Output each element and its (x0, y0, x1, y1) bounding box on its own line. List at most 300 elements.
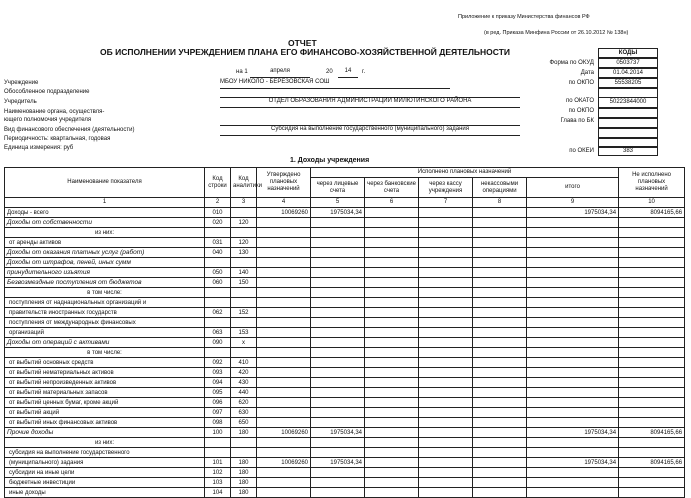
cell-bank (365, 388, 419, 398)
cell-name: Доходы от собственности (5, 218, 205, 228)
table-row (5, 468, 685, 478)
date-year: 14 (338, 68, 358, 78)
cell-cash (419, 298, 473, 308)
cell-approved (257, 348, 311, 358)
cell-bank (365, 398, 419, 408)
cell-cash (419, 278, 473, 288)
cell-name: от выбытий иных финансовых активов (5, 418, 205, 428)
cell-kosgu: х (231, 338, 257, 348)
cell-kosgu: 430 (231, 378, 257, 388)
cell-total: 1975034,34 (527, 428, 619, 438)
cell-total (527, 478, 619, 488)
cell-notexec (619, 328, 685, 338)
cell-total (527, 408, 619, 418)
cell-name: от аренды активов (5, 238, 205, 248)
cell-bank (365, 338, 419, 348)
cell-lic (311, 408, 365, 418)
cell-cash (419, 398, 473, 408)
cell-name: субсидии на иные цели (5, 468, 205, 478)
cell-kosgu: 630 (231, 408, 257, 418)
cell-name: от выбытий основных средств (5, 358, 205, 368)
code-value-glava (598, 118, 658, 128)
code-label-glava: Глава по БК (560, 118, 594, 124)
cell-total: 1975034,34 (527, 458, 619, 468)
header-exec-total: итого (527, 178, 619, 198)
cell-bank (365, 258, 419, 268)
cell-kosgu (231, 288, 257, 298)
cell-code (205, 448, 231, 458)
column-number: 7 (419, 198, 473, 208)
cell-lic (311, 358, 365, 368)
cell-total (527, 448, 619, 458)
cell-approved (257, 388, 311, 398)
cell-code: 090 (205, 338, 231, 348)
cell-name: поступления от наднациональных организаций и (5, 298, 205, 308)
field-label-authority-2: ющего полномочия учредителя (4, 117, 92, 123)
cell-noncash (473, 448, 527, 458)
code-label-okei: по ОКЕИ (569, 148, 594, 154)
date-prefix: на 1 (236, 69, 248, 75)
cell-bank (365, 208, 419, 218)
table-row (5, 418, 685, 428)
cell-approved (257, 488, 311, 498)
cell-kosgu: 180 (231, 468, 257, 478)
cell-kosgu (231, 348, 257, 358)
column-number: 8 (473, 198, 527, 208)
cell-lic (311, 488, 365, 498)
cell-cash (419, 378, 473, 388)
cell-kosgu (231, 298, 257, 308)
table-row (5, 238, 685, 248)
cell-noncash (473, 408, 527, 418)
cell-bank (365, 228, 419, 238)
cell-approved (257, 298, 311, 308)
cell-noncash (473, 238, 527, 248)
cell-approved (257, 228, 311, 238)
cell-total (527, 258, 619, 268)
cell-notexec: 8094165,66 (619, 428, 685, 438)
cell-approved (257, 308, 311, 318)
table-row (5, 348, 685, 358)
cell-total (527, 328, 619, 338)
header-executed: Исполнено плановых назначений (311, 168, 619, 178)
column-number: 10 (619, 198, 685, 208)
cell-kosgu: 140 (231, 268, 257, 278)
cell-code: 092 (205, 358, 231, 368)
header-exec-bank: через банковские счета (365, 178, 419, 198)
cell-noncash (473, 468, 527, 478)
table-row (5, 338, 685, 348)
cell-code: 097 (205, 408, 231, 418)
cell-total (527, 278, 619, 288)
table-row (5, 298, 685, 308)
cell-noncash (473, 328, 527, 338)
cell-name: из них: (5, 438, 205, 448)
cell-notexec (619, 468, 685, 478)
cell-noncash (473, 298, 527, 308)
cell-code: 062 (205, 308, 231, 318)
cell-total (527, 268, 619, 278)
cell-bank (365, 458, 419, 468)
cell-cash (419, 458, 473, 468)
cell-noncash (473, 278, 527, 288)
cell-notexec (619, 318, 685, 328)
cell-noncash (473, 398, 527, 408)
cell-lic (311, 318, 365, 328)
cell-bank (365, 408, 419, 418)
cell-name: из них: (5, 228, 205, 238)
cell-cash (419, 208, 473, 218)
cell-cash (419, 408, 473, 418)
field-label-subdivision: Обособленное подразделение (4, 89, 90, 95)
code-value-okpo-2 (598, 108, 658, 118)
cell-bank (365, 218, 419, 228)
cell-kosgu: 620 (231, 398, 257, 408)
cell-kosgu: 650 (231, 418, 257, 428)
cell-cash (419, 318, 473, 328)
cell-kosgu: 410 (231, 358, 257, 368)
cell-noncash (473, 228, 527, 238)
cell-approved (257, 278, 311, 288)
cell-approved (257, 438, 311, 448)
cell-bank (365, 358, 419, 368)
cell-cash (419, 228, 473, 238)
header-kosgu: Код аналитики (231, 168, 257, 198)
cell-cash (419, 478, 473, 488)
cell-notexec (619, 338, 685, 348)
cell-lic (311, 418, 365, 428)
table-row (5, 218, 685, 228)
cell-kosgu: 120 (231, 238, 257, 248)
cell-code: 060 (205, 278, 231, 288)
cell-cash (419, 328, 473, 338)
field-label-institution: Учреждение (4, 80, 39, 86)
table-row (5, 278, 685, 288)
cell-approved: 10069260 (257, 428, 311, 438)
report-subtitle: ОБ ИСПОЛНЕНИИ УЧРЕЖДЕНИЕМ ПЛАНА ЕГО ФИНАНСОВО-ХОЗЯЙСТВЕННОЙ ДЕЯТЕЛЬНОСТИ (100, 47, 511, 57)
cell-bank (365, 248, 419, 258)
cell-code: 040 (205, 248, 231, 258)
cell-noncash (473, 268, 527, 278)
codes-header: КОДЫ (598, 48, 658, 58)
cell-notexec (619, 278, 685, 288)
cell-approved (257, 268, 311, 278)
cell-bank (365, 468, 419, 478)
cell-name: Прочие доходы (5, 428, 205, 438)
cell-total (527, 468, 619, 478)
table-row (5, 408, 685, 418)
cell-notexec (619, 348, 685, 358)
cell-kosgu: 180 (231, 478, 257, 488)
cell-kosgu: 150 (231, 278, 257, 288)
field-value-founder: ОТДЕЛ ОБРАЗОВАНИЯ АДМИНИСТРАЦИИ МИЛЮТИНСКОГО РАЙОНА (220, 98, 520, 108)
cell-bank (365, 278, 419, 288)
cell-total (527, 338, 619, 348)
cell-kosgu: 180 (231, 488, 257, 498)
cell-code: 103 (205, 478, 231, 488)
cell-bank (365, 478, 419, 488)
cell-total: 1975034,34 (527, 208, 619, 218)
header-name: Наименование показателя (5, 168, 205, 198)
date-year-suffix: г. (362, 69, 366, 75)
cell-lic (311, 478, 365, 488)
table-row (5, 428, 685, 438)
code-label-okpo: по ОКПО (568, 80, 594, 86)
table-row (5, 368, 685, 378)
cell-approved (257, 218, 311, 228)
cell-bank (365, 308, 419, 318)
section-title: 1. Доходы учреждения (290, 157, 370, 164)
code-label-date: Дата (580, 70, 594, 76)
cell-total (527, 218, 619, 228)
field-value-authority (220, 116, 520, 126)
column-number: 5 (311, 198, 365, 208)
cell-noncash (473, 308, 527, 318)
code-value-okato: 50223844000 (598, 97, 658, 108)
field-label-founder: Учредитель (4, 99, 37, 105)
cell-approved (257, 328, 311, 338)
cell-code (205, 298, 231, 308)
cell-bank (365, 418, 419, 428)
table-row (5, 328, 685, 338)
cell-bank (365, 318, 419, 328)
column-number: 1 (5, 198, 205, 208)
income-table (4, 167, 685, 498)
cell-approved: 10069260 (257, 208, 311, 218)
cell-approved (257, 338, 311, 348)
header-exec-noncash: некассовыми операциями (473, 178, 527, 198)
cell-approved (257, 318, 311, 328)
field-value-finance-type: Субсидия на выполнение государственного (муниципального) задания (220, 126, 520, 136)
cell-cash (419, 248, 473, 258)
column-number: 6 (365, 198, 419, 208)
cell-code (205, 258, 231, 268)
cell-approved (257, 258, 311, 268)
cell-bank (365, 378, 419, 388)
table-row (5, 288, 685, 298)
cell-notexec (619, 358, 685, 368)
cell-name: субсидия на выполнение государственного (5, 448, 205, 458)
cell-total (527, 228, 619, 238)
cell-cash (419, 368, 473, 378)
cell-kosgu: 420 (231, 368, 257, 378)
column-number: 3 (231, 198, 257, 208)
cell-kosgu (231, 258, 257, 268)
cell-lic (311, 378, 365, 388)
cell-notexec (619, 418, 685, 428)
table-row (5, 258, 685, 268)
cell-kosgu (231, 208, 257, 218)
table-row (5, 448, 685, 458)
header-exec-cash: через кассу учреждения (419, 178, 473, 198)
cell-total (527, 368, 619, 378)
cell-cash (419, 288, 473, 298)
cell-notexec (619, 478, 685, 488)
cell-kosgu: 120 (231, 218, 257, 228)
cell-name: от выбытий нематериальных активов (5, 368, 205, 378)
cell-kosgu (231, 318, 257, 328)
cell-kosgu (231, 448, 257, 458)
cell-code: 093 (205, 368, 231, 378)
column-number: 9 (527, 198, 619, 208)
cell-approved (257, 398, 311, 408)
header-not-executed: Не исполнено плановых назначений (619, 168, 685, 198)
cell-total (527, 358, 619, 368)
cell-cash (419, 438, 473, 448)
cell-notexec (619, 398, 685, 408)
cell-name: Доходы от штрафов, пеней, иных сумм (5, 258, 205, 268)
cell-notexec (619, 438, 685, 448)
cell-approved (257, 358, 311, 368)
cell-name: от выбытий акций (5, 408, 205, 418)
code-value-empty-2 (598, 128, 658, 138)
code-label-okpo-2: по ОКПО (568, 108, 594, 114)
cell-noncash (473, 378, 527, 388)
cell-cash (419, 388, 473, 398)
cell-noncash (473, 478, 527, 488)
table-row (5, 398, 685, 408)
cell-name: Доходы от операций с активами (5, 338, 205, 348)
cell-total (527, 308, 619, 318)
cell-cash (419, 338, 473, 348)
cell-bank (365, 298, 419, 308)
cell-code: 095 (205, 388, 231, 398)
cell-noncash (473, 258, 527, 268)
cell-name: принудительного изъятия (5, 268, 205, 278)
cell-lic (311, 278, 365, 288)
cell-notexec (619, 258, 685, 268)
cell-name: правительств иностранных государств (5, 308, 205, 318)
cell-name: (муниципального) задания (5, 458, 205, 468)
cell-name: поступления от международных финансовых (5, 318, 205, 328)
cell-total (527, 418, 619, 428)
cell-code (205, 288, 231, 298)
cell-code: 050 (205, 268, 231, 278)
cell-name: бюджетные инвестиции (5, 478, 205, 488)
cell-lic (311, 348, 365, 358)
cell-cash (419, 488, 473, 498)
cell-approved (257, 418, 311, 428)
cell-lic (311, 368, 365, 378)
cell-kosgu (231, 438, 257, 448)
appendix-note-edition: (в ред. Приказа Минфина России от 26.10.2012 № 138н) (484, 30, 629, 36)
cell-total (527, 238, 619, 248)
cell-name: от выбытий материальных запасов (5, 388, 205, 398)
table-row (5, 458, 685, 468)
table-row (5, 208, 685, 218)
code-value-okud: 0503737 (598, 58, 658, 68)
cell-noncash (473, 418, 527, 428)
header-approved: Утверждено плановых назначений (257, 168, 311, 198)
cell-code: 094 (205, 378, 231, 388)
cell-code: 102 (205, 468, 231, 478)
cell-cash (419, 448, 473, 458)
cell-kosgu: 153 (231, 328, 257, 338)
cell-kosgu: 440 (231, 388, 257, 398)
cell-notexec (619, 388, 685, 398)
cell-name: организаций (5, 328, 205, 338)
table-row (5, 268, 685, 278)
cell-cash (419, 258, 473, 268)
cell-code: 100 (205, 428, 231, 438)
cell-bank (365, 438, 419, 448)
cell-notexec (619, 228, 685, 238)
cell-lic (311, 228, 365, 238)
cell-lic: 1975034,34 (311, 428, 365, 438)
code-label-okato: по ОКАТО (565, 98, 594, 104)
cell-bank (365, 238, 419, 248)
cell-lic (311, 248, 365, 258)
cell-code: 098 (205, 418, 231, 428)
cell-bank (365, 348, 419, 358)
cell-cash (419, 468, 473, 478)
table-row (5, 358, 685, 368)
cell-noncash (473, 458, 527, 468)
cell-notexec (619, 238, 685, 248)
cell-total (527, 298, 619, 308)
cell-name: в том числе: (5, 348, 205, 358)
cell-approved (257, 288, 311, 298)
cell-total (527, 348, 619, 358)
cell-notexec (619, 248, 685, 258)
cell-bank (365, 488, 419, 498)
cell-cash (419, 348, 473, 358)
cell-noncash (473, 218, 527, 228)
cell-code (205, 318, 231, 328)
cell-code (205, 228, 231, 238)
cell-noncash (473, 338, 527, 348)
cell-noncash (473, 288, 527, 298)
cell-notexec: 8094165,66 (619, 458, 685, 468)
cell-notexec (619, 448, 685, 458)
cell-lic (311, 338, 365, 348)
cell-notexec (619, 218, 685, 228)
cell-lic (311, 328, 365, 338)
cell-cash (419, 238, 473, 248)
cell-approved (257, 368, 311, 378)
table-row (5, 228, 685, 238)
cell-name: от выбытий ценных бумаг, кроме акций (5, 398, 205, 408)
cell-kosgu: 152 (231, 308, 257, 318)
cell-noncash (473, 208, 527, 218)
cell-lic: 1975034,34 (311, 458, 365, 468)
cell-code: 104 (205, 488, 231, 498)
cell-lic (311, 388, 365, 398)
cell-noncash (473, 368, 527, 378)
appendix-note: Приложение к приказу Министерства финансов РФ (458, 14, 590, 20)
cell-name: Доходы от оказания платных услуг (работ) (5, 248, 205, 258)
cell-name: в том числе: (5, 288, 205, 298)
cell-lic: 1975034,34 (311, 208, 365, 218)
cell-bank (365, 268, 419, 278)
cell-cash (419, 308, 473, 318)
cell-lic (311, 258, 365, 268)
cell-name: Доходы - всего (5, 208, 205, 218)
table-row (5, 478, 685, 488)
cell-noncash (473, 428, 527, 438)
table-row (5, 308, 685, 318)
field-value-institution: МБОУ НИКОЛО - БЕРЕЗОВСКАЯ СОШ (220, 79, 450, 89)
cell-total (527, 288, 619, 298)
cell-lic (311, 288, 365, 298)
cell-total (527, 378, 619, 388)
cell-notexec (619, 368, 685, 378)
cell-cash (419, 418, 473, 428)
column-numbers (5, 198, 685, 208)
cell-noncash (473, 348, 527, 358)
cell-noncash (473, 438, 527, 448)
table-row (5, 318, 685, 328)
